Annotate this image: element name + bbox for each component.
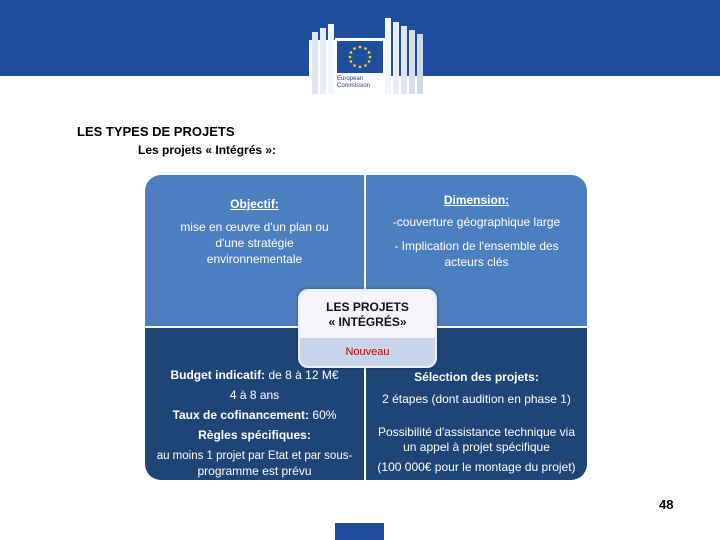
selection-line: un appel à projet spécifique xyxy=(403,440,550,454)
rules-label: Règles spécifiques: xyxy=(198,428,311,442)
rate-line xyxy=(145,408,364,422)
dimension-heading: Dimension: xyxy=(443,193,510,207)
selection-line: 2 étapes (dont audition en phase 1) xyxy=(382,392,571,406)
duration-line: 4 à 8 ans xyxy=(229,388,280,402)
rules-line: programme est prévu xyxy=(197,464,312,478)
dimension-line: acteurs clés xyxy=(444,255,509,269)
new-label: Nouveau xyxy=(345,346,390,358)
logo-text: European Commission xyxy=(337,76,371,89)
center-title xyxy=(300,291,435,338)
objective-line: mise en œuvre d'un plan ou xyxy=(180,220,329,234)
budget-line xyxy=(145,368,364,382)
slide-subtitle: Les projets « Intégrés »: xyxy=(138,143,277,157)
center-box xyxy=(298,289,437,368)
page-number: 48 xyxy=(659,497,674,512)
center-title-line: « INTÉGRÉS» xyxy=(328,315,407,329)
selection-line: (100 000€ pour le montage du projet) xyxy=(377,460,576,474)
objective-line: environnementale xyxy=(206,252,303,266)
objective-line: d'une stratégie xyxy=(215,236,294,250)
rules-line: au moins 1 projet par Etat et par sous- xyxy=(156,450,353,462)
selection-line: Possibilité d'assistance technique via xyxy=(377,425,576,439)
center-title-line: LES PROJETS xyxy=(326,300,409,314)
dimension-line: - Implication de l'ensemble des xyxy=(394,239,559,253)
slide-title: LES TYPES DE PROJETS xyxy=(77,124,235,139)
selection-heading: Sélection des projets: xyxy=(414,370,539,384)
rate-label: Taux de cofinancement: xyxy=(172,408,310,422)
objective-heading: Objectif: xyxy=(230,197,279,211)
dimension-line: -couverture géographique large xyxy=(392,215,561,229)
bottom-bar xyxy=(335,523,384,540)
rate-value: 60% xyxy=(312,408,337,422)
budget-label: Budget indicatif: xyxy=(170,368,266,382)
budget-value: de 8 à 12 M€ xyxy=(268,368,339,382)
